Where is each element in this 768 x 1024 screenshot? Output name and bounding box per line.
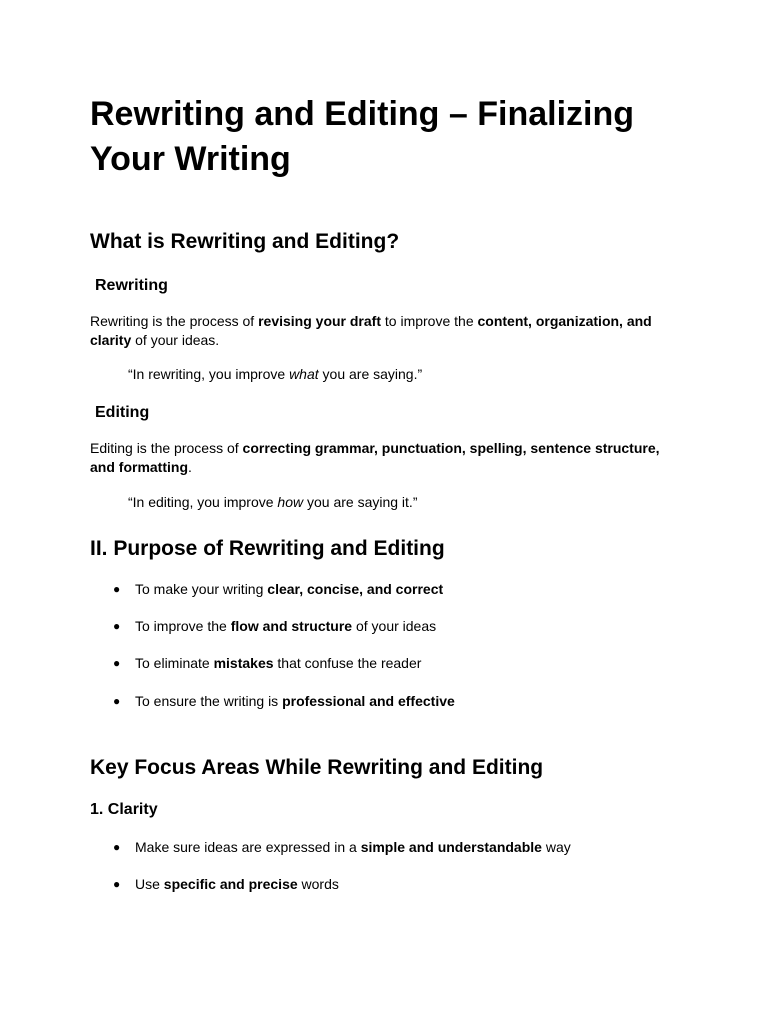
- document-title: Rewriting and Editing – Finalizing Your Writing: [90, 95, 634, 178]
- bullet-icon: ●: [113, 619, 121, 633]
- subheading-clarity: 1. Clarity: [90, 801, 158, 818]
- rewriting-definition: Rewriting is the process of revising your draft to improve the content, organization, and clarity of your ideas.: [90, 313, 652, 348]
- bullet-icon: ●: [113, 694, 121, 708]
- list-item-text: Make sure ideas are expressed in a simple and understandable way: [135, 839, 571, 855]
- section-heading-what-is: What is Rewriting and Editing?: [90, 230, 400, 253]
- bullet-icon: ●: [113, 840, 121, 854]
- list-item-text: To make your writing clear, concise, and correct: [135, 581, 444, 597]
- bullet-icon: ●: [113, 877, 121, 891]
- list-item-text: To improve the flow and structure of your ideas: [135, 618, 437, 634]
- subheading-editing: Editing: [95, 404, 150, 421]
- section-heading-key-focus: Key Focus Areas While Rewriting and Editing: [90, 756, 544, 779]
- list-item-text: Use specific and precise words: [135, 876, 339, 892]
- editing-quote: “In editing, you improve how you are saying it.”: [128, 494, 418, 510]
- subheading-rewriting: Rewriting: [95, 277, 168, 294]
- editing-definition: Editing is the process of correcting grammar, punctuation, spelling, sentence structure, and formatting.: [90, 440, 660, 475]
- bullet-icon: ●: [113, 582, 121, 596]
- bullet-icon: ●: [113, 656, 121, 670]
- section-heading-purpose: II. Purpose of Rewriting and Editing: [90, 537, 445, 560]
- list-item-text: To eliminate mistakes that confuse the reader: [135, 655, 422, 671]
- rewriting-quote: “In rewriting, you improve what you are saying.”: [128, 366, 423, 382]
- list-item-text: To ensure the writing is professional and effective: [135, 693, 455, 709]
